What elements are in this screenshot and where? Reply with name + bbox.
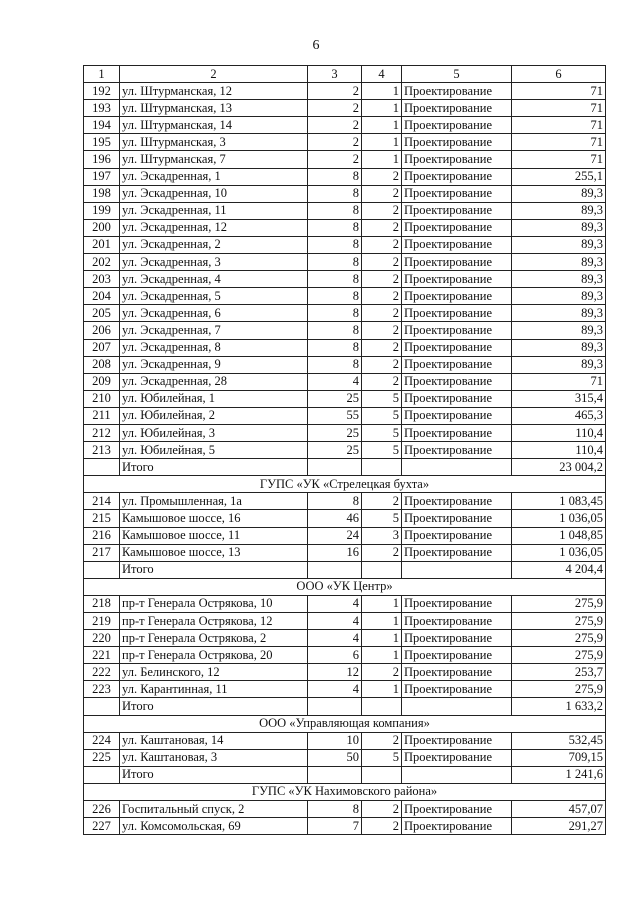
row-col-4: 2 bbox=[362, 168, 402, 185]
row-col-4: 1 bbox=[362, 83, 402, 100]
row-status: Проектирование bbox=[402, 356, 512, 373]
table-row bbox=[84, 271, 606, 288]
total-row bbox=[84, 561, 606, 578]
row-value: 110,4 bbox=[512, 442, 606, 459]
row-address: ул. Карантинная, 11 bbox=[120, 681, 308, 698]
row-value: 89,3 bbox=[512, 254, 606, 271]
row-col-3: 8 bbox=[308, 339, 362, 356]
row-address: ул. Эскадренная, 28 bbox=[120, 373, 308, 390]
row-status: Проектирование bbox=[402, 510, 512, 527]
section-title: ГУПС «УК «Стрелецкая бухта» bbox=[84, 476, 606, 493]
row-col-4: 5 bbox=[362, 442, 402, 459]
data-table bbox=[83, 65, 606, 835]
row-address: ул. Штурманская, 7 bbox=[120, 151, 308, 168]
row-col-3: 4 bbox=[308, 373, 362, 390]
row-col-3: 4 bbox=[308, 613, 362, 630]
table-row bbox=[84, 339, 606, 356]
table-row bbox=[84, 407, 606, 424]
row-number: 200 bbox=[84, 219, 120, 236]
row-status: Проектирование bbox=[402, 613, 512, 630]
row-status: Проектирование bbox=[402, 288, 512, 305]
row-col-3: 16 bbox=[308, 544, 362, 561]
table-row bbox=[84, 424, 606, 441]
row-value: 275,9 bbox=[512, 613, 606, 630]
row-value: 709,15 bbox=[512, 749, 606, 766]
table-body bbox=[84, 66, 606, 835]
row-number: 222 bbox=[84, 664, 120, 681]
row-number: 227 bbox=[84, 818, 120, 835]
row-col-4: 5 bbox=[362, 510, 402, 527]
row-value: 71 bbox=[512, 373, 606, 390]
table-row bbox=[84, 390, 606, 407]
row-number: 195 bbox=[84, 134, 120, 151]
row-number: 194 bbox=[84, 117, 120, 134]
row-value: 89,3 bbox=[512, 219, 606, 236]
section-header-row bbox=[84, 578, 606, 595]
table-row bbox=[84, 510, 606, 527]
row-address: ул. Эскадренная, 7 bbox=[120, 322, 308, 339]
total-empty-cell bbox=[84, 766, 120, 783]
row-address: ул. Эскадренная, 4 bbox=[120, 271, 308, 288]
row-value: 1 083,45 bbox=[512, 493, 606, 510]
row-address: Камышовое шоссе, 11 bbox=[120, 527, 308, 544]
row-col-3: 8 bbox=[308, 288, 362, 305]
row-col-3: 8 bbox=[308, 305, 362, 322]
row-value: 89,3 bbox=[512, 185, 606, 202]
row-col-3: 24 bbox=[308, 527, 362, 544]
row-col-3: 2 bbox=[308, 117, 362, 134]
row-status: Проектирование bbox=[402, 151, 512, 168]
table-row bbox=[84, 527, 606, 544]
row-col-3: 4 bbox=[308, 630, 362, 647]
row-col-4: 2 bbox=[362, 185, 402, 202]
row-value: 89,3 bbox=[512, 305, 606, 322]
row-value: 71 bbox=[512, 83, 606, 100]
row-col-4: 2 bbox=[362, 254, 402, 271]
row-address: ул. Эскадренная, 9 bbox=[120, 356, 308, 373]
row-status: Проектирование bbox=[402, 801, 512, 818]
total-row bbox=[84, 766, 606, 783]
total-label: Итого bbox=[120, 561, 308, 578]
total-empty-cell bbox=[362, 561, 402, 578]
table-row bbox=[84, 151, 606, 168]
row-value: 110,4 bbox=[512, 424, 606, 441]
row-col-3: 2 bbox=[308, 83, 362, 100]
header-col-2: 2 bbox=[120, 66, 308, 83]
row-col-4: 1 bbox=[362, 647, 402, 664]
row-number: 210 bbox=[84, 390, 120, 407]
row-value: 89,3 bbox=[512, 271, 606, 288]
row-number: 211 bbox=[84, 407, 120, 424]
row-status: Проектирование bbox=[402, 749, 512, 766]
row-address: ул. Юбилейная, 3 bbox=[120, 424, 308, 441]
row-number: 213 bbox=[84, 442, 120, 459]
row-address: ул. Эскадренная, 11 bbox=[120, 202, 308, 219]
row-col-3: 55 bbox=[308, 407, 362, 424]
row-col-3: 6 bbox=[308, 647, 362, 664]
row-col-4: 1 bbox=[362, 595, 402, 612]
row-status: Проектирование bbox=[402, 818, 512, 835]
table-row bbox=[84, 613, 606, 630]
row-col-3: 8 bbox=[308, 254, 362, 271]
table-row bbox=[84, 442, 606, 459]
total-empty-cell bbox=[362, 698, 402, 715]
row-number: 198 bbox=[84, 185, 120, 202]
row-status: Проектирование bbox=[402, 322, 512, 339]
row-number: 215 bbox=[84, 510, 120, 527]
row-col-4: 2 bbox=[362, 356, 402, 373]
row-value: 275,9 bbox=[512, 647, 606, 664]
total-empty-cell bbox=[308, 766, 362, 783]
row-address: ул. Штурманская, 12 bbox=[120, 83, 308, 100]
row-col-3: 12 bbox=[308, 664, 362, 681]
row-col-3: 8 bbox=[308, 219, 362, 236]
table-row bbox=[84, 322, 606, 339]
total-empty-cell bbox=[402, 766, 512, 783]
row-value: 89,3 bbox=[512, 322, 606, 339]
table-row bbox=[84, 100, 606, 117]
page-number: 6 bbox=[312, 38, 320, 53]
row-address: ул. Эскадренная, 10 bbox=[120, 185, 308, 202]
row-value: 89,3 bbox=[512, 202, 606, 219]
table-row bbox=[84, 219, 606, 236]
row-status: Проектирование bbox=[402, 373, 512, 390]
total-empty-cell bbox=[308, 459, 362, 476]
row-address: ул. Эскадренная, 6 bbox=[120, 305, 308, 322]
row-value: 291,27 bbox=[512, 818, 606, 835]
row-number: 197 bbox=[84, 168, 120, 185]
table-row bbox=[84, 288, 606, 305]
row-value: 71 bbox=[512, 100, 606, 117]
row-value: 71 bbox=[512, 117, 606, 134]
row-col-4: 2 bbox=[362, 493, 402, 510]
total-label: Итого bbox=[120, 766, 308, 783]
row-col-4: 1 bbox=[362, 117, 402, 134]
table-row bbox=[84, 732, 606, 749]
table-row bbox=[84, 664, 606, 681]
row-number: 199 bbox=[84, 202, 120, 219]
row-value: 1 048,85 bbox=[512, 527, 606, 544]
section-title: ООО «Управляющая компания» bbox=[84, 715, 606, 732]
row-address: ул. Эскадренная, 1 bbox=[120, 168, 308, 185]
section-header-row bbox=[84, 476, 606, 493]
table-row bbox=[84, 236, 606, 253]
row-number: 202 bbox=[84, 254, 120, 271]
row-col-4: 2 bbox=[362, 219, 402, 236]
row-status: Проектирование bbox=[402, 493, 512, 510]
row-status: Проектирование bbox=[402, 339, 512, 356]
row-number: 193 bbox=[84, 100, 120, 117]
row-number: 192 bbox=[84, 83, 120, 100]
total-empty-cell bbox=[84, 698, 120, 715]
row-col-3: 25 bbox=[308, 442, 362, 459]
row-number: 220 bbox=[84, 630, 120, 647]
row-address: ул. Эскадренная, 2 bbox=[120, 236, 308, 253]
row-number: 201 bbox=[84, 236, 120, 253]
total-row bbox=[84, 459, 606, 476]
row-status: Проектирование bbox=[402, 390, 512, 407]
total-value: 4 204,4 bbox=[512, 561, 606, 578]
row-col-3: 7 bbox=[308, 818, 362, 835]
row-value: 1 036,05 bbox=[512, 544, 606, 561]
row-value: 1 036,05 bbox=[512, 510, 606, 527]
row-number: 224 bbox=[84, 732, 120, 749]
table-header-row bbox=[84, 66, 606, 83]
total-empty-cell bbox=[402, 698, 512, 715]
row-number: 221 bbox=[84, 647, 120, 664]
row-status: Проектирование bbox=[402, 630, 512, 647]
row-status: Проектирование bbox=[402, 407, 512, 424]
total-row bbox=[84, 698, 606, 715]
total-label: Итого bbox=[120, 459, 308, 476]
row-col-3: 2 bbox=[308, 151, 362, 168]
row-status: Проектирование bbox=[402, 544, 512, 561]
header-col-1: 1 bbox=[84, 66, 120, 83]
total-value: 1 633,2 bbox=[512, 698, 606, 715]
row-address: ул. Каштановая, 3 bbox=[120, 749, 308, 766]
row-number: 216 bbox=[84, 527, 120, 544]
table-row bbox=[84, 202, 606, 219]
row-col-3: 8 bbox=[308, 322, 362, 339]
table-row bbox=[84, 647, 606, 664]
row-status: Проектирование bbox=[402, 664, 512, 681]
total-empty-cell bbox=[362, 459, 402, 476]
table-row bbox=[84, 83, 606, 100]
table-row bbox=[84, 749, 606, 766]
row-status: Проектирование bbox=[402, 305, 512, 322]
row-number: 196 bbox=[84, 151, 120, 168]
row-status: Проектирование bbox=[402, 681, 512, 698]
row-address: ул. Промышленная, 1а bbox=[120, 493, 308, 510]
total-empty-cell bbox=[84, 561, 120, 578]
row-status: Проектирование bbox=[402, 134, 512, 151]
row-address: ул. Юбилейная, 1 bbox=[120, 390, 308, 407]
header-col-3: 3 bbox=[308, 66, 362, 83]
row-col-3: 8 bbox=[308, 271, 362, 288]
row-status: Проектирование bbox=[402, 647, 512, 664]
row-col-3: 25 bbox=[308, 390, 362, 407]
row-col-3: 25 bbox=[308, 424, 362, 441]
row-value: 253,7 bbox=[512, 664, 606, 681]
row-number: 205 bbox=[84, 305, 120, 322]
row-number: 207 bbox=[84, 339, 120, 356]
row-col-4: 2 bbox=[362, 373, 402, 390]
total-empty-cell bbox=[84, 459, 120, 476]
section-title: ГУПС «УК Нахимовского района» bbox=[84, 783, 606, 800]
table-row bbox=[84, 117, 606, 134]
row-status: Проектирование bbox=[402, 732, 512, 749]
row-status: Проектирование bbox=[402, 168, 512, 185]
row-number: 204 bbox=[84, 288, 120, 305]
row-col-3: 8 bbox=[308, 185, 362, 202]
section-header-row bbox=[84, 715, 606, 732]
row-col-4: 1 bbox=[362, 630, 402, 647]
row-value: 255,1 bbox=[512, 168, 606, 185]
total-empty-cell bbox=[362, 766, 402, 783]
row-col-3: 2 bbox=[308, 134, 362, 151]
row-number: 212 bbox=[84, 424, 120, 441]
table-row bbox=[84, 493, 606, 510]
row-col-3: 8 bbox=[308, 356, 362, 373]
row-value: 532,45 bbox=[512, 732, 606, 749]
row-value: 315,4 bbox=[512, 390, 606, 407]
row-col-3: 10 bbox=[308, 732, 362, 749]
row-col-3: 8 bbox=[308, 493, 362, 510]
row-status: Проектирование bbox=[402, 219, 512, 236]
total-empty-cell bbox=[308, 698, 362, 715]
row-col-3: 4 bbox=[308, 681, 362, 698]
row-value: 89,3 bbox=[512, 356, 606, 373]
row-col-3: 8 bbox=[308, 202, 362, 219]
section-title: ООО «УК Центр» bbox=[84, 578, 606, 595]
row-value: 89,3 bbox=[512, 288, 606, 305]
row-address: пр-т Генерала Острякова, 10 bbox=[120, 595, 308, 612]
row-col-3: 8 bbox=[308, 801, 362, 818]
row-address: ул. Комсомольская, 69 bbox=[120, 818, 308, 835]
total-empty-cell bbox=[402, 459, 512, 476]
row-col-4: 2 bbox=[362, 202, 402, 219]
row-number: 226 bbox=[84, 801, 120, 818]
table-row bbox=[84, 544, 606, 561]
row-col-4: 2 bbox=[362, 339, 402, 356]
row-col-4: 2 bbox=[362, 288, 402, 305]
row-status: Проектирование bbox=[402, 83, 512, 100]
row-status: Проектирование bbox=[402, 117, 512, 134]
row-number: 209 bbox=[84, 373, 120, 390]
row-address: ул. Эскадренная, 12 bbox=[120, 219, 308, 236]
table-row bbox=[84, 305, 606, 322]
table-row bbox=[84, 595, 606, 612]
row-value: 465,3 bbox=[512, 407, 606, 424]
row-address: ул. Белинского, 12 bbox=[120, 664, 308, 681]
row-address: пр-т Генерала Острякова, 20 bbox=[120, 647, 308, 664]
row-status: Проектирование bbox=[402, 271, 512, 288]
row-address: ул. Каштановая, 14 bbox=[120, 732, 308, 749]
row-address: Камышовое шоссе, 16 bbox=[120, 510, 308, 527]
row-number: 223 bbox=[84, 681, 120, 698]
row-value: 89,3 bbox=[512, 339, 606, 356]
row-col-4: 2 bbox=[362, 664, 402, 681]
row-col-4: 1 bbox=[362, 100, 402, 117]
row-col-4: 1 bbox=[362, 151, 402, 168]
table-row bbox=[84, 801, 606, 818]
row-col-4: 1 bbox=[362, 134, 402, 151]
row-col-4: 2 bbox=[362, 271, 402, 288]
row-address: ул. Штурманская, 3 bbox=[120, 134, 308, 151]
table-row bbox=[84, 134, 606, 151]
row-status: Проектирование bbox=[402, 442, 512, 459]
row-status: Проектирование bbox=[402, 595, 512, 612]
row-status: Проектирование bbox=[402, 202, 512, 219]
table-row bbox=[84, 185, 606, 202]
row-col-3: 2 bbox=[308, 100, 362, 117]
row-col-4: 2 bbox=[362, 322, 402, 339]
row-address: ул. Штурманская, 13 bbox=[120, 100, 308, 117]
row-col-4: 2 bbox=[362, 305, 402, 322]
table-row bbox=[84, 818, 606, 835]
table-row bbox=[84, 356, 606, 373]
row-col-3: 8 bbox=[308, 236, 362, 253]
row-col-4: 5 bbox=[362, 407, 402, 424]
row-col-4: 2 bbox=[362, 818, 402, 835]
header-col-4: 4 bbox=[362, 66, 402, 83]
row-number: 206 bbox=[84, 322, 120, 339]
table-row bbox=[84, 168, 606, 185]
row-number: 218 bbox=[84, 595, 120, 612]
row-col-4: 2 bbox=[362, 801, 402, 818]
row-number: 203 bbox=[84, 271, 120, 288]
row-value: 89,3 bbox=[512, 236, 606, 253]
row-col-3: 46 bbox=[308, 510, 362, 527]
row-address: ул. Юбилейная, 5 bbox=[120, 442, 308, 459]
total-value: 23 004,2 bbox=[512, 459, 606, 476]
row-value: 275,9 bbox=[512, 630, 606, 647]
row-status: Проектирование bbox=[402, 100, 512, 117]
row-value: 457,07 bbox=[512, 801, 606, 818]
row-col-3: 8 bbox=[308, 168, 362, 185]
row-col-3: 50 bbox=[308, 749, 362, 766]
row-number: 217 bbox=[84, 544, 120, 561]
row-col-4: 1 bbox=[362, 681, 402, 698]
row-status: Проектирование bbox=[402, 254, 512, 271]
row-address: Госпитальный спуск, 2 bbox=[120, 801, 308, 818]
row-status: Проектирование bbox=[402, 527, 512, 544]
row-col-4: 2 bbox=[362, 732, 402, 749]
row-col-4: 5 bbox=[362, 390, 402, 407]
row-col-3: 4 bbox=[308, 595, 362, 612]
table-row bbox=[84, 630, 606, 647]
row-col-4: 5 bbox=[362, 424, 402, 441]
total-label: Итого bbox=[120, 698, 308, 715]
row-number: 208 bbox=[84, 356, 120, 373]
row-address: ул. Эскадренная, 8 bbox=[120, 339, 308, 356]
section-header-row bbox=[84, 783, 606, 800]
row-col-4: 2 bbox=[362, 236, 402, 253]
row-number: 214 bbox=[84, 493, 120, 510]
row-status: Проектирование bbox=[402, 185, 512, 202]
row-value: 71 bbox=[512, 134, 606, 151]
row-number: 225 bbox=[84, 749, 120, 766]
row-address: пр-т Генерала Острякова, 2 bbox=[120, 630, 308, 647]
total-empty-cell bbox=[308, 561, 362, 578]
table-row bbox=[84, 254, 606, 271]
row-col-4: 5 bbox=[362, 749, 402, 766]
table-row bbox=[84, 373, 606, 390]
table-row bbox=[84, 681, 606, 698]
row-address: ул. Юбилейная, 2 bbox=[120, 407, 308, 424]
row-address: ул. Эскадренная, 5 bbox=[120, 288, 308, 305]
header-col-5: 5 bbox=[402, 66, 512, 83]
total-empty-cell bbox=[402, 561, 512, 578]
row-col-4: 1 bbox=[362, 613, 402, 630]
row-status: Проектирование bbox=[402, 236, 512, 253]
row-address: Камышовое шоссе, 13 bbox=[120, 544, 308, 561]
row-address: ул. Штурманская, 14 bbox=[120, 117, 308, 134]
row-status: Проектирование bbox=[402, 424, 512, 441]
row-address: ул. Эскадренная, 3 bbox=[120, 254, 308, 271]
row-col-4: 3 bbox=[362, 527, 402, 544]
row-col-4: 2 bbox=[362, 544, 402, 561]
row-address: пр-т Генерала Острякова, 12 bbox=[120, 613, 308, 630]
total-value: 1 241,6 bbox=[512, 766, 606, 783]
row-value: 275,9 bbox=[512, 595, 606, 612]
row-value: 275,9 bbox=[512, 681, 606, 698]
header-col-6: 6 bbox=[512, 66, 606, 83]
row-number: 219 bbox=[84, 613, 120, 630]
row-value: 71 bbox=[512, 151, 606, 168]
